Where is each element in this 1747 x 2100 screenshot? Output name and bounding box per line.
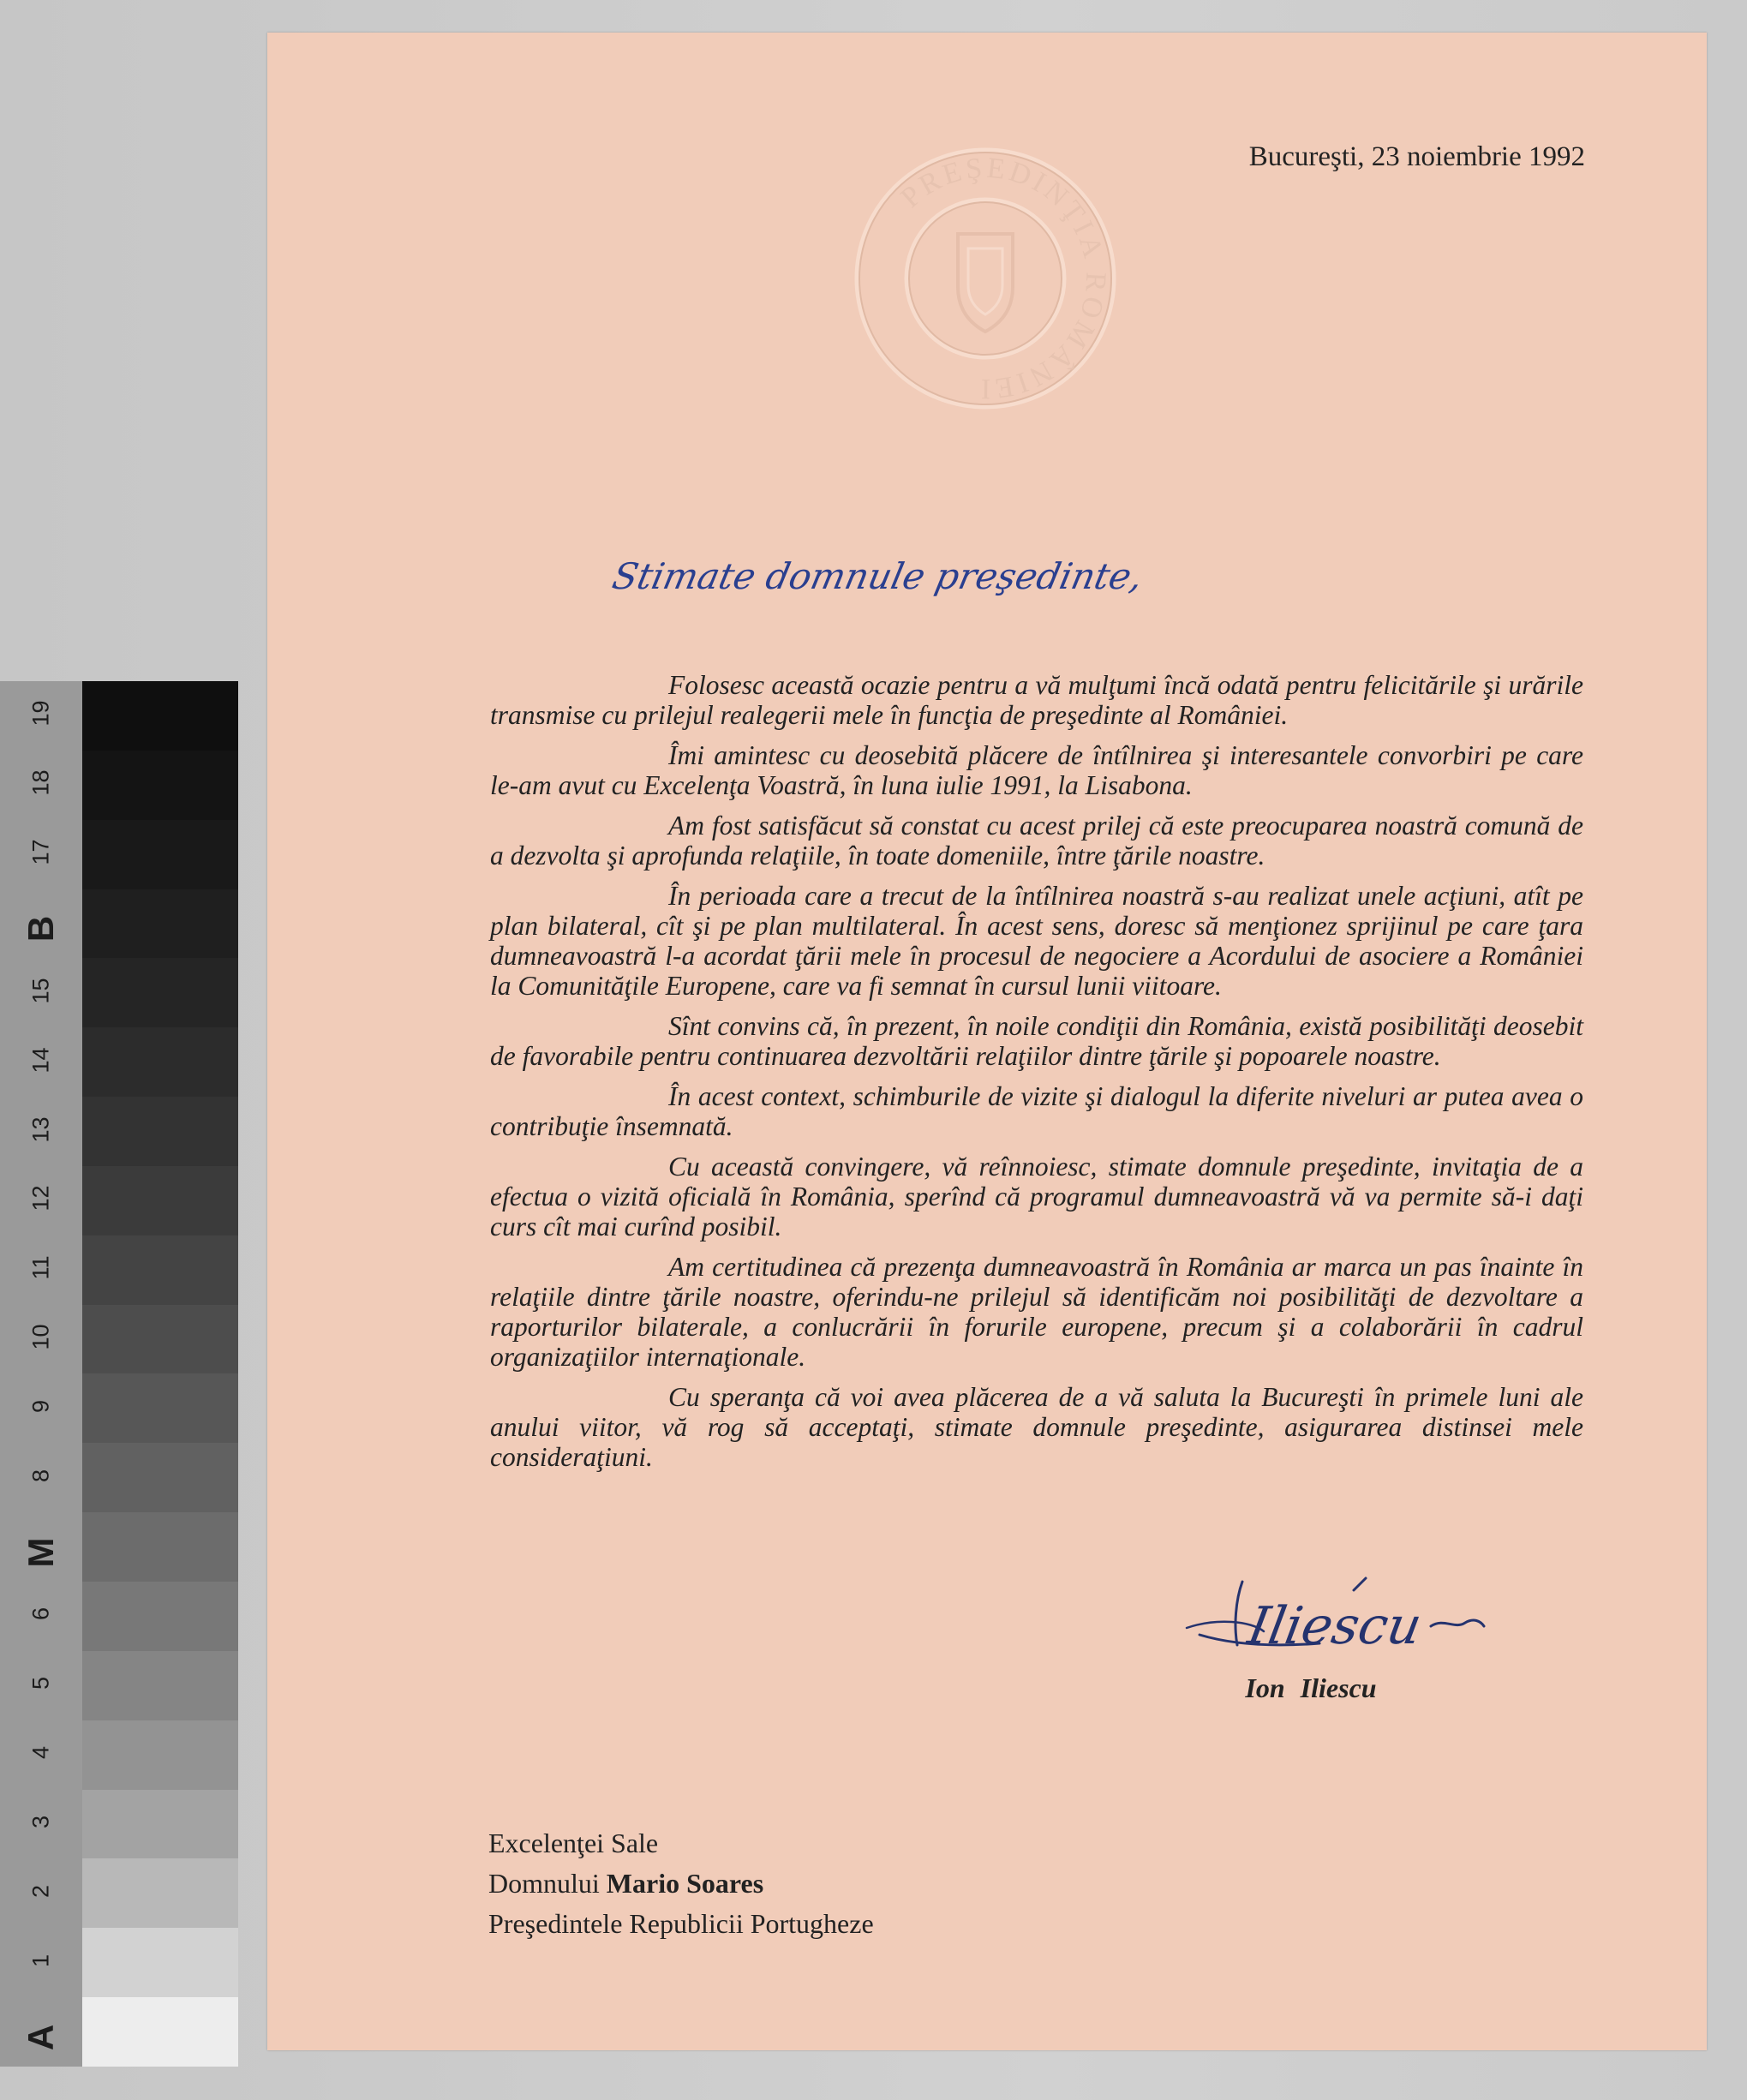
paragraph-7: Cu această convingere, vă reînnoiesc, stimate domnule preşedinte, invitaţia de a efectua o vizită oficială în România, sperînd că programul dumneavoastră vă va permite să-i daţi curs cît mai curînd posibil. — [490, 1152, 1583, 1241]
letter-date: Bucureşti, 23 noiembrie 1992 — [1248, 141, 1585, 172]
scale-label-A: A — [21, 2024, 61, 2050]
scale-patch-18 — [82, 1858, 238, 1928]
scale-patch-5 — [82, 958, 238, 1027]
scale-label-14: 14 — [27, 1047, 54, 1074]
scale-label-17: 17 — [27, 839, 54, 865]
scale-patch-10 — [82, 1305, 238, 1374]
seal-text: PREŞEDINŢIA ROMÂNIEI — [894, 152, 1112, 405]
scale-patch-2 — [82, 751, 238, 820]
scale-label-3: 3 — [27, 1816, 54, 1829]
scale-label-2: 2 — [27, 1884, 54, 1898]
scale-label-11: 11 — [27, 1255, 54, 1280]
address-line-1: Excelenţei Sale — [488, 1828, 659, 1858]
scale-patch-3 — [82, 820, 238, 889]
scale-patch-17 — [82, 1790, 238, 1859]
scale-patches — [82, 681, 238, 2067]
scale-patch-4 — [82, 889, 238, 959]
paragraph-8: Am certitudinea că prezenţa dumneavoastră în România ar marca un pas înainte în relaţiile dintre ţările noastre, oferindu-ne prilejul să identificăm noi posibilităţi de dezvoltare a raporturilor bilaterale, a conlucrării în forurile europene, precum şi a colaborării în cadrul organizaţiilor internaţionale. — [490, 1252, 1583, 1372]
signer-name: Ion Iliescu — [1245, 1672, 1377, 1703]
scale-label-4: 4 — [27, 1746, 54, 1760]
address-line-2 — [488, 1864, 874, 1904]
greeting-text: Stimate domnule preşedinte, — [608, 556, 1147, 598]
paragraph-1: Folosesc această ocazie pentru a vă mulţumi încă odată pentru felicitările şi urările transmise cu prilejul realegerii mele în funcţia de preşedinte al României. — [490, 670, 1583, 730]
scale-label-5: 5 — [27, 1677, 54, 1690]
scale-patch-7 — [82, 1097, 238, 1166]
scale-patch-12 — [82, 1443, 238, 1512]
letter-body — [490, 670, 1583, 1482]
scale-label-12: 12 — [27, 1185, 54, 1212]
scale-patch-1 — [82, 681, 238, 751]
scale-patch-14 — [82, 1582, 238, 1651]
scale-label-6: 6 — [27, 1607, 54, 1621]
address-line-3: Preşedintele Republicii Portugheze — [488, 1908, 874, 1939]
address-block — [488, 1823, 874, 1944]
scale-patch-15 — [82, 1651, 238, 1720]
scale-label-13: 13 — [27, 1116, 54, 1143]
handwritten-greeting — [608, 527, 1147, 621]
scale-label-1: 1 — [27, 1953, 54, 1967]
embossed-seal-icon — [848, 141, 1122, 416]
scale-label-B: B — [21, 915, 61, 942]
scale-label-15: 15 — [27, 978, 54, 1004]
scale-label-8: 8 — [27, 1469, 54, 1482]
paragraph-9: Cu speranţa că voi avea plăcerea de a vă saluta la Bucureşti în primele luni ale anului viitor, vă rog să acceptaţi, stimate domnule preşedinte, asigurarea distinsei mele consideraţiuni. — [490, 1382, 1583, 1472]
handwritten-signature — [1182, 1566, 1491, 1673]
gray-scale-target — [0, 681, 238, 2067]
scale-label-9: 9 — [27, 1399, 54, 1413]
scale-numbers — [0, 681, 82, 2067]
scale-patch-20 — [82, 1997, 238, 2067]
scale-label-19: 19 — [27, 700, 54, 727]
scale-patch-19 — [82, 1928, 238, 1997]
paragraph-3: Am fost satisfăcut să constat cu acest prilej că este preocuparea noastră comună de a dezvolta şi aprofunda relaţiile, în toate domeniile, între ţările noastre. — [490, 811, 1583, 871]
scale-patch-9 — [82, 1235, 238, 1305]
paragraph-6: În acest context, schimburile de vizite şi dialogul la diferite niveluri ar putea avea o contribuţie însemnată. — [490, 1081, 1583, 1141]
scale-label-M: M — [21, 1537, 61, 1568]
scale-patch-13 — [82, 1512, 238, 1582]
scale-patch-11 — [82, 1373, 238, 1443]
scale-patch-6 — [82, 1027, 238, 1097]
scale-patch-16 — [82, 1720, 238, 1790]
signature-text: Iliescu — [1243, 1596, 1427, 1656]
scale-patch-8 — [82, 1166, 238, 1235]
scale-label-18: 18 — [27, 769, 54, 796]
paragraph-4: În perioada care a trecut de la întîlnirea noastră s-au realizat unele acţiuni, atît pe plan bilateral, cît şi pe plan multilateral. În acest sens, doresc să menţionez sprijinul pe care ţara dumneavoastră l-a acordat ţării mele în procesul de negociere a Acordului de asociere a României la Comunităţile Europene, care va fi semnat în cursul lunii viitoare. — [490, 881, 1583, 1001]
scale-label-10: 10 — [27, 1324, 54, 1350]
address-prefix: Domnului — [488, 1868, 607, 1899]
paragraph-2: Îmi amintesc cu deosebită plăcere de întîlnirea şi interesantele convorbiri pe care le-am avut cu Excelenţa Voastră, în luna iulie 1991, la Lisabona. — [490, 740, 1583, 800]
addressee-name: Mario Soares — [606, 1868, 764, 1899]
paragraph-5: Sînt convins că, în prezent, în noile condiţii din România, există posibilităţi deosebit de favorabile pentru continuarea dezvoltării relaţiilor dintre ţările şi popoarele noastre. — [490, 1011, 1583, 1071]
